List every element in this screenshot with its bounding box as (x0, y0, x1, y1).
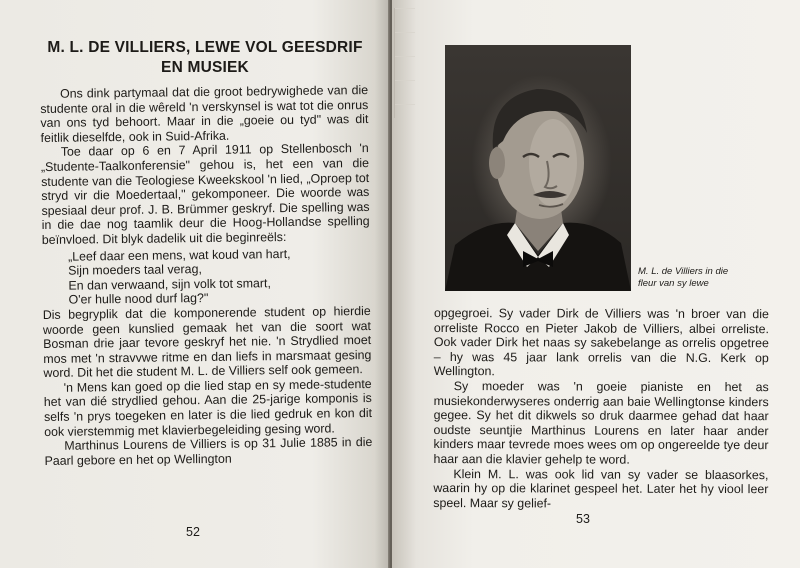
paragraph: 'n Mens kan goed op die lied stap en sy mede-studente het van dié strydlied gehou. Aan die 25-jarige komponis is selfs 'n prys toegeken en later is die lied gedruk en kon dit ook vierstemmig met klavierbegeleiding gesing word. (43, 376, 373, 439)
portrait-photo (445, 45, 631, 291)
title-line-2: EN MUSIEK (161, 59, 249, 76)
paragraph: Dis begryplik dat die komponerende student op hierdie woorde geen kunslied gemaak het van die soort wat Bosman drie jaar tevore geskryf het nie. 'n Strydlied moet mos met 'n stravvwe ritme en dan liefs in marsmaat gesing word. Dit het die student M. L. de Villiers self ook gemeen. (42, 303, 372, 381)
poem-line: Sijn moeders taal verag, (68, 262, 202, 278)
paragraph: Toe daar op 6 en 7 April 1911 op Stellenbosch 'n „Studente-Taalkonferensie" gehou is, het een van die studente van die Teologiese Kweekskool 'n lied, „Oproep tot stryd vir die Moedertaal," gekomponeer. Die woorde was spesiaal deur prof. J. B. Brümmer geskryf. Die spelling was in die dae nog taamlik deur die Hoog-Hollandse spelling beïnvloed. Dit blyk dadelik uit die beginreëls: (40, 141, 370, 247)
paragraph: Ons dink partymaal dat die groot bedrywighede van die studente oral in die wêreld 'n verskynsel is wat tot die onrus van ons tyd behoort. Maar in die „goeie ou tyd" was dit feitlik dieselfde, ook in Suid-Afrika. (40, 82, 369, 145)
poem-line: O'er hulle nood durf lag?" (68, 291, 209, 307)
poem-excerpt (68, 246, 371, 308)
paragraph: Klein M. L. was ook lid van sy vader se blaasorkes, waarin hy op die klarinet gespeel het. Later het hy viool leer speel. Maar sy gelief- (433, 466, 769, 511)
caption-line-1: M. L. de Villiers in die (638, 266, 729, 277)
paragraph: Marthinus Lourens de Villiers is op 31 Julie 1885 in die Paarl gebore en het op Wellington (44, 435, 373, 468)
poem-line: En dan verwaand, sijn volk tot smart, (68, 275, 271, 293)
caption-line-2: fleur van sy lewe (638, 278, 709, 289)
portrait-illustration (445, 45, 631, 291)
photo-caption (638, 266, 778, 290)
right-body-text (433, 306, 769, 511)
page-edge-marks (394, 8, 415, 118)
title-line-1: M. L. DE VILLIERS, LEWE VOL GEESDRIF (47, 39, 363, 56)
page-number-right: 53 (576, 512, 590, 526)
page-number-left: 52 (186, 525, 200, 539)
poem-line: „Leef daar een mens, wat koud van hart, (67, 246, 291, 264)
paragraph: opgegroei. Sy vader Dirk de Villiers was 'n broer van die orreliste Rocco en Pieter Jakob de Villiers, albei orreliste. Ook vader Dirk het naas sy sakebelange as orrelis opgetree – hy was 45 jaar lank orrelis van die N.G. Kerk op Wellington. (433, 306, 769, 379)
left-body-text (40, 83, 373, 468)
chapter-title (40, 38, 370, 78)
left-page (0, 0, 390, 568)
paragraph: Sy moeder was 'n goeie pianiste en het as musiekonderwyseres onderrig aan baie Wellingtonse kinders gegee. Sy het dit dikwels so druk daarmee gehad dat haar oudste seuntjie Marthinus Lourens en later haar ander kinders maar tevrede moes wees om op ongereelde tye deur haar aan die klavier gehelp te word. (433, 379, 769, 467)
